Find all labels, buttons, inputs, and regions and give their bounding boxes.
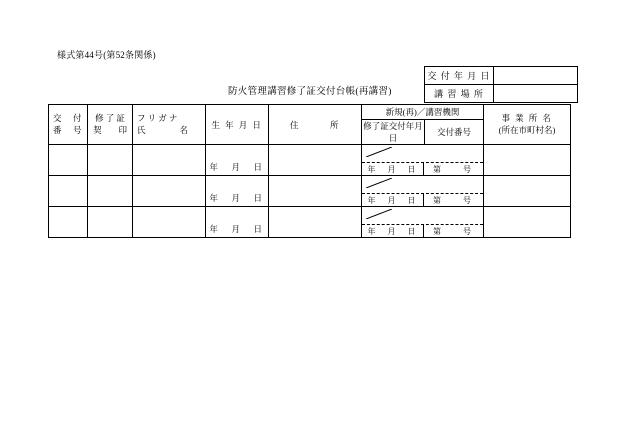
diagonal-slash-icon [366,147,392,157]
cell-birthdate[interactable]: 年 月 日 [206,207,269,238]
issue-date-value[interactable] [494,67,578,85]
cell-office-name[interactable] [484,176,571,207]
table-row [425,67,578,85]
cell-certificate-seal[interactable] [88,145,133,176]
table-row [425,85,578,103]
table-row [49,176,571,207]
cell-office-name[interactable] [484,207,571,238]
course-place-value[interactable] [494,85,578,103]
cell-name[interactable] [133,176,206,207]
cell-certificate-seal[interactable] [88,176,133,207]
registry-table [48,104,571,238]
cell-institution-group[interactable] [362,176,484,207]
cell-office-name[interactable] [484,145,571,176]
cell-certificate-number[interactable]: 第 号 [433,226,473,236]
header-name: フ リ ガ ナ 氏 名 [133,105,206,145]
cell-issue-number[interactable] [49,145,88,176]
cell-birthdate[interactable]: 年 月 日 [206,176,269,207]
header-institution-group: 新規(再)／講習機関 [362,105,484,120]
document-title: 防火管理講習修了証交付台帳(再講習) [228,87,392,97]
cell-certificate-seal[interactable] [88,207,133,238]
cell-certificate-issue-date[interactable]: 年 月 日 [362,194,424,206]
header-address: 住 所 [269,105,362,145]
form-number: 様式第44号(第52条関係) [57,50,156,60]
cell-issue-number[interactable] [49,176,88,207]
diagonal-slash-icon [366,178,392,188]
header-office-name: 事 業 所 名 (所在市町村名) [484,105,571,145]
cell-address[interactable] [269,207,362,238]
cell-name[interactable] [133,145,206,176]
cell-institution-group[interactable] [362,207,484,238]
header-certificate-issue-date: 修了証交付年月日 [363,121,423,143]
header-certificate-number: 交付番号 [425,120,484,145]
cell-certificate-issue-date[interactable]: 年 月 日 [362,163,424,175]
cell-certificate-issue-date[interactable]: 年 月 日 [362,225,424,237]
table-row [49,207,571,238]
cell-name[interactable] [133,207,206,238]
cell-issue-number[interactable] [49,207,88,238]
cell-address[interactable] [269,176,362,207]
header-issue-number: 交 付 番 号 [49,105,88,145]
header-birthdate: 生 年 月 日 [206,105,269,145]
cell-birthdate[interactable]: 年 月 日 [206,145,269,176]
cell-certificate-number[interactable]: 第 号 [433,164,473,174]
issue-meta-table [424,66,578,103]
diagonal-slash-icon [366,209,392,219]
cell-certificate-number[interactable]: 第 号 [433,195,473,205]
cell-address[interactable] [269,145,362,176]
table-header-row-top [49,105,571,120]
course-place-label: 講 習 場 所 [425,85,494,103]
table-row [49,145,571,176]
header-certificate-seal: 修 了 証 契 印 [88,105,133,145]
cell-institution-group[interactable] [362,145,484,176]
issue-date-label: 交 付 年 月 日 [425,67,494,85]
